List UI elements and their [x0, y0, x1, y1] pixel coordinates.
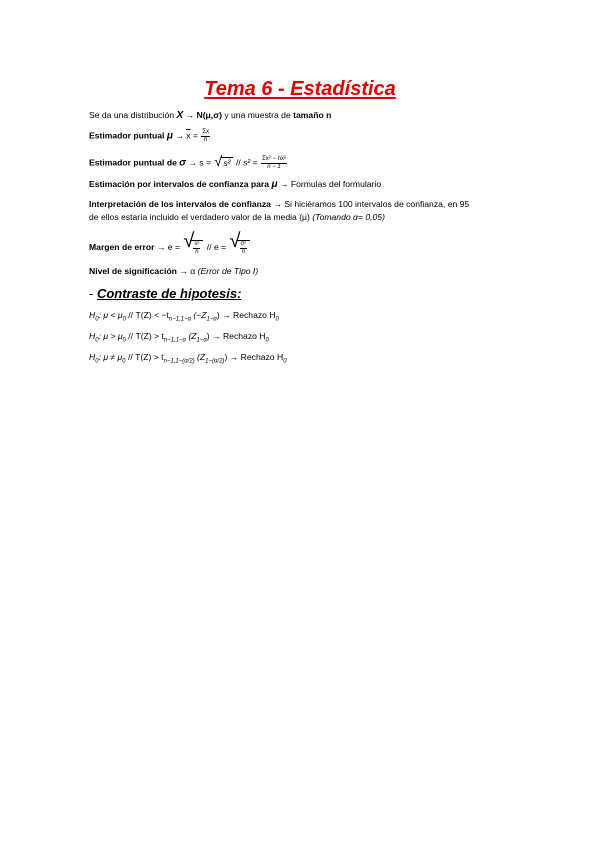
label: Margen de error: [89, 241, 155, 252]
sqrt: [229, 230, 251, 255]
numerator: σ²: [240, 241, 247, 247]
sigma-symbol: σ: [179, 157, 186, 169]
arrow: →: [172, 130, 187, 141]
x-bar: $\overline{x}$: [186, 130, 191, 141]
radical-icon: √: [183, 230, 195, 252]
radical-icon: √: [229, 230, 241, 252]
numerator: Σx: [202, 129, 210, 135]
sd-estimator-line: [89, 153, 288, 170]
mean-estimator-line: [89, 129, 211, 143]
statistic: // T(Z) > t: [125, 331, 164, 341]
h-sub: 0: [95, 316, 99, 323]
radicand: s²: [223, 158, 231, 168]
label: Nivel de significación: [89, 266, 177, 276]
mu-sub: 0: [122, 337, 126, 344]
label: Estimador puntual: [89, 130, 167, 141]
sample-size: tamaño n: [293, 110, 332, 120]
label: Interpretación de los intervalos de confianza: [89, 199, 271, 209]
h: H: [89, 331, 96, 341]
denominator: n: [204, 136, 208, 143]
label: Estimación por intervalos de confianza para: [89, 179, 272, 189]
label: Estimador puntual de: [89, 157, 180, 168]
h-sub: 0: [95, 358, 99, 365]
text: → Formulas del formulario: [277, 179, 382, 189]
sqrt: [214, 153, 232, 169]
mu-sub: 0: [122, 358, 126, 365]
statistic: // T(Z) < −t: [125, 310, 169, 320]
h: H: [89, 352, 96, 362]
arrow: → α: [176, 266, 198, 276]
significance-line: [89, 266, 258, 277]
heading: Contraste de hipotesis:: [96, 286, 242, 301]
hypothesis-section-heading: [89, 286, 241, 301]
page-title: Tema 6 - Estadística: [204, 78, 396, 100]
variable-x: X: [176, 110, 184, 121]
hypothesis-row: [89, 352, 287, 368]
variance-fraction: [261, 156, 287, 170]
text: → Si hiciéramos 100 intervalos de confianza, en 95: [270, 199, 470, 209]
t-sub: n−1,1−α: [168, 316, 191, 323]
h-sub: 0: [95, 337, 99, 344]
statistic: // T(Z) > t: [125, 352, 164, 362]
alpha-note: (Tomando α= 0,05): [312, 212, 385, 222]
sqrt: [183, 230, 203, 255]
t-sub: n−1,1−α: [163, 337, 186, 344]
mu-symbol: μ: [271, 179, 278, 190]
text: de ellos estaría incluido el verdadero valor de la media (μ): [89, 212, 313, 222]
reject-sub: 0: [275, 316, 279, 323]
z-sub: 1−α: [196, 337, 207, 344]
reject-sub: 0: [283, 358, 287, 365]
separator: //: [233, 157, 244, 168]
denominator: n: [195, 248, 199, 255]
numerator: s²: [194, 241, 200, 247]
z: (Z: [185, 331, 197, 341]
dash: -: [89, 286, 97, 301]
equals: =: [190, 130, 201, 141]
arrow: →: [183, 110, 197, 120]
hypothesis-row: [89, 331, 269, 347]
z: (−Z: [191, 310, 207, 320]
ci-line: [89, 179, 381, 190]
denominator: n − 1: [267, 163, 281, 170]
z: (Z: [194, 352, 206, 362]
condition: : μ < μ: [98, 310, 123, 320]
arrow: → e =: [154, 241, 183, 252]
mu-symbol: μ: [166, 130, 173, 142]
fraction: [193, 241, 200, 255]
reject-sub: 0: [265, 337, 269, 344]
separator: // e =: [204, 241, 229, 252]
text: Se da una distribución: [89, 110, 177, 120]
z-sub: 1−(α/2): [205, 358, 225, 365]
condition: : μ ≠ μ: [98, 352, 123, 362]
reject: ) → Rechazo H: [206, 331, 266, 341]
h: H: [89, 310, 96, 320]
numerator: Σx² − nx̄²: [262, 156, 286, 162]
arrow: → s =: [185, 157, 214, 168]
z-sub: 1−α: [206, 316, 217, 323]
mean-fraction: [201, 129, 210, 143]
normal-dist: N(μ,σ): [196, 110, 222, 120]
text: y una muestra de: [221, 110, 294, 120]
mu-sub: 0: [122, 316, 126, 323]
ci-interpretation-line-2: [89, 212, 385, 223]
margin-error-line: [89, 230, 251, 255]
t-sub: n−1,1−(α/2): [163, 358, 195, 365]
condition: : μ > μ: [98, 331, 123, 341]
type-i-note: (Error de Tipo I): [197, 266, 259, 276]
radical-icon: √: [214, 153, 223, 169]
reject: ) → Rechazo H: [216, 310, 276, 320]
equals: =: [250, 157, 261, 168]
ci-interpretation-line: [89, 199, 469, 210]
distribution-line: [89, 110, 331, 121]
hypothesis-row: [89, 310, 279, 326]
fraction: [240, 241, 248, 255]
s-squared: s²: [243, 157, 251, 168]
reject: ) → Rechazo H: [224, 352, 284, 362]
denominator: n: [241, 248, 246, 255]
